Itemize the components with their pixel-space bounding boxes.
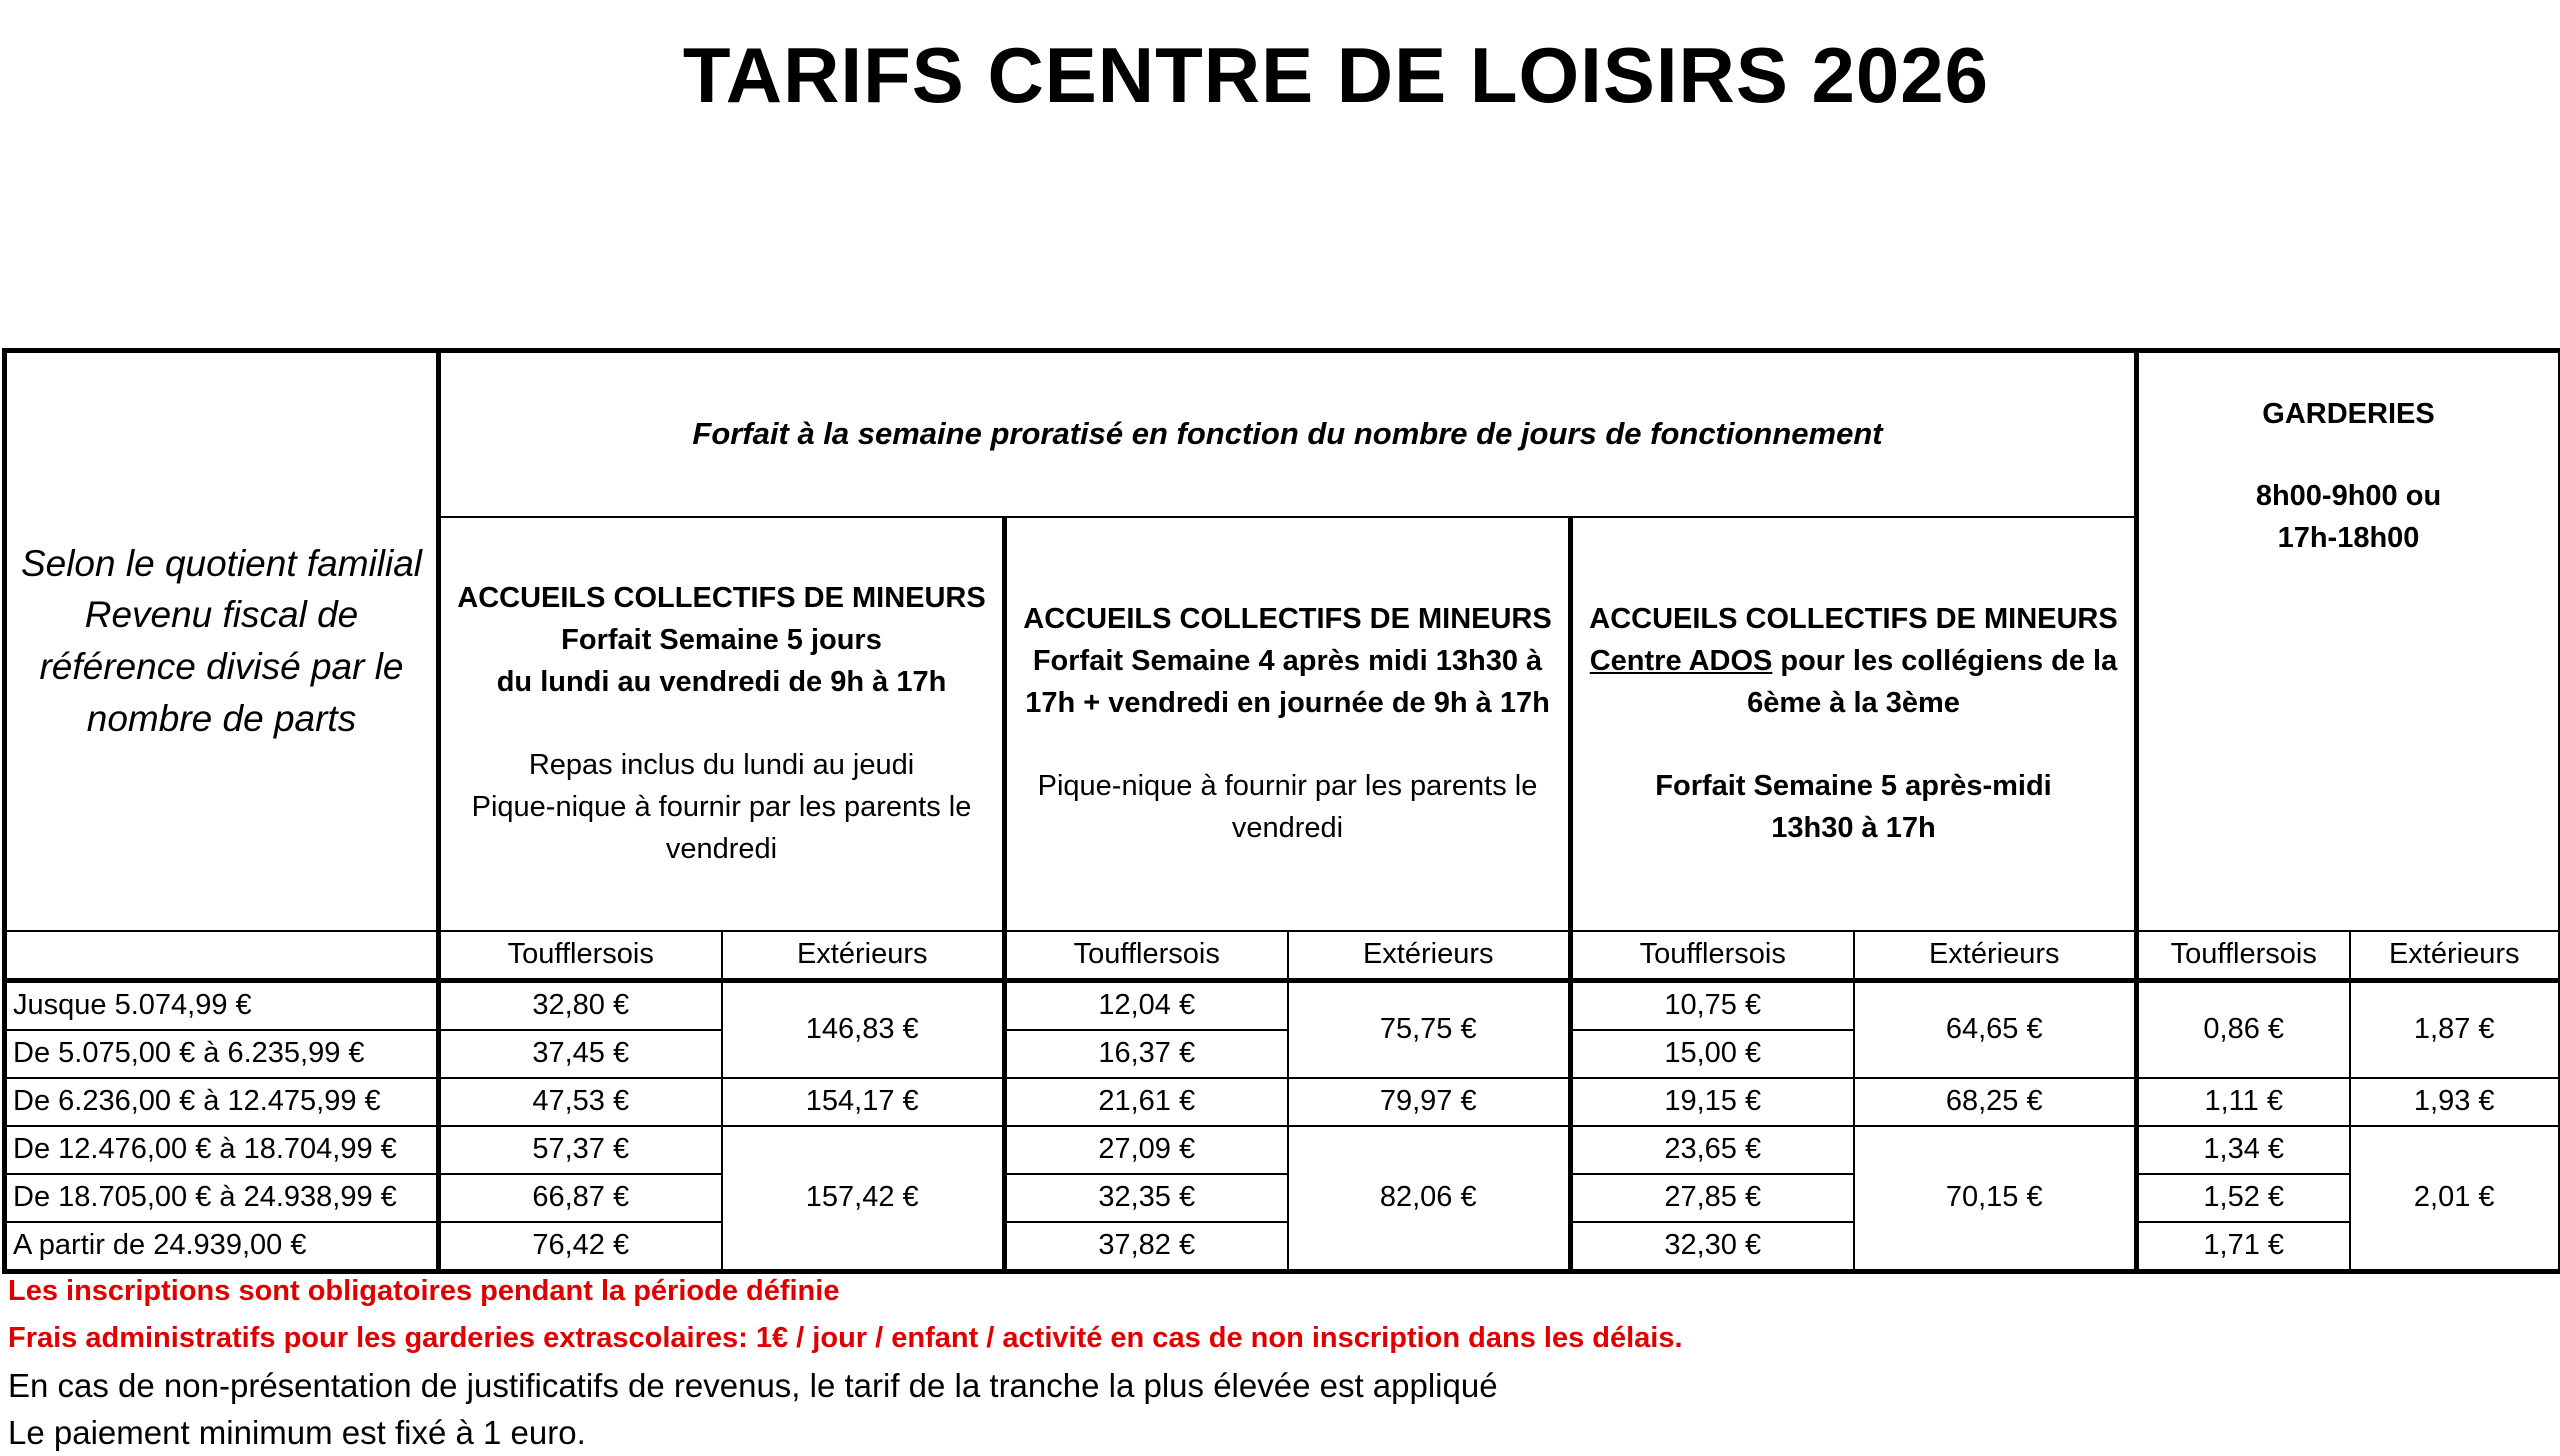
row-value-merged: 70,15 € [1854, 1126, 2137, 1272]
acm-4-piquenique: Pique-nique à fournir par les parents le vendredi [1037, 769, 1538, 844]
tariff-table [2, 348, 2560, 1274]
row-value: 47,53 € [439, 1078, 722, 1126]
centre-ados-header [1571, 517, 2137, 931]
row-value: 27,09 € [1005, 1126, 1288, 1174]
sub-ext-1: Extérieurs [722, 931, 1005, 981]
row-value: 1,71 € [2137, 1222, 2350, 1272]
row-value-merged: 2,01 € [2350, 1126, 2560, 1272]
row-value: 15,00 € [1571, 1030, 1854, 1078]
qf-line-3: référence divisé par le [39, 646, 404, 688]
acm-4-forfait: Forfait Semaine 4 après midi 13h30 à 17h + vendredi en journée de 9h à 17h [1025, 645, 1550, 720]
row-value: 32,80 € [439, 980, 722, 1030]
row-value: 79,97 € [1288, 1078, 1571, 1126]
garderies-hours-2: 17h-18h00 [2277, 522, 2420, 555]
sub-local-2: Toufflersois [1005, 931, 1288, 981]
row-value: 23,65 € [1571, 1126, 1854, 1174]
note-paiement: Le paiement minimum est fixé à 1 euro. [8, 1414, 586, 1451]
row-value-merged: 0,86 € [2137, 980, 2350, 1078]
table-row [5, 1126, 2560, 1174]
row-value: 1,11 € [2137, 1078, 2350, 1126]
acm-5-piquenique: Pique-nique à fournir par les parents le vendredi [471, 790, 972, 865]
sub-local-4: Toufflersois [2137, 931, 2350, 981]
sub-ext-4: Extérieurs [2350, 931, 2560, 981]
forfait-header: Forfait à la semaine proratisé en fonction du nombre de jours de fonctionnement [439, 351, 2137, 517]
row-value-merged: 146,83 € [722, 980, 1005, 1078]
row-value: 154,17 € [722, 1078, 1005, 1126]
row-label: A partir de 24.939,00 € [5, 1222, 439, 1272]
ados-hours: 13h30 à 17h [1771, 811, 1936, 844]
ados-desc [1581, 640, 2126, 724]
acm-4-apres-midi-header [1005, 517, 1571, 931]
ados-forfait: Forfait Semaine 5 après-midi [1655, 769, 2052, 802]
acm-5-hours: du lundi au vendredi de 9h à 17h [496, 666, 947, 699]
row-label: De 5.075,00 € à 6.235,99 € [5, 1030, 439, 1078]
table-row [5, 980, 2560, 1030]
sub-local-1: Toufflersois [439, 931, 722, 981]
note-justificatifs: En cas de non-présentation de justificatifs de revenus, le tarif de la tranche la plus élevée est appliqué [8, 1367, 1498, 1404]
page-title: TARIFS CENTRE DE LOISIRS 2026 [682, 31, 1990, 119]
empty-subheader [5, 931, 439, 981]
row-label: De 12.476,00 € à 18.704,99 € [5, 1126, 439, 1174]
table-row [5, 1078, 2560, 1126]
ados-desc-rest: pour les collégiens de la 6ème à la 3ème [1747, 645, 2118, 720]
row-value: 1,34 € [2137, 1126, 2350, 1174]
row-value: 19,15 € [1571, 1078, 1854, 1126]
acm-4-title: ACCUEILS COLLECTIFS DE MINEURS [1023, 603, 1552, 636]
row-label: De 18.705,00 € à 24.938,99 € [5, 1174, 439, 1222]
qf-line-1: Selon le quotient familial [20, 542, 423, 584]
acm-5-forfait: Forfait Semaine 5 jours [561, 624, 882, 657]
row-label: De 6.236,00 € à 12.475,99 € [5, 1078, 439, 1126]
row-value: 10,75 € [1571, 980, 1854, 1030]
note-frais: Frais administratifs pour les garderies extrascolaires: 1€ / jour / enfant / activité en cas de non inscription dans les délais. [8, 1322, 1683, 1354]
sub-ext-2: Extérieurs [1288, 931, 1571, 981]
row-value-merged: 1,87 € [2350, 980, 2560, 1078]
row-value-merged: 82,06 € [1288, 1126, 1571, 1272]
ados-title: ACCUEILS COLLECTIFS DE MINEURS [1589, 603, 2118, 636]
row-value-merged: 64,65 € [1854, 980, 2137, 1078]
qf-line-4: nombre de parts [86, 698, 357, 740]
sub-local-3: Toufflersois [1571, 931, 1854, 981]
row-value-merged: 157,42 € [722, 1126, 1005, 1272]
row-value: 37,45 € [439, 1030, 722, 1078]
garderies-hours-1: 8h00-9h00 ou [2255, 480, 2442, 513]
ados-name: Centre ADOS [1589, 645, 1773, 678]
row-value: 32,35 € [1005, 1174, 1288, 1222]
row-value: 27,85 € [1571, 1174, 1854, 1222]
garderies-title: GARDERIES [2262, 398, 2435, 430]
note-inscriptions: Les inscriptions sont obligatoires pendant la période définie [8, 1275, 840, 1307]
qf-line-2: Revenu fiscal de [84, 594, 359, 636]
row-value: 57,37 € [439, 1126, 722, 1174]
row-value: 32,30 € [1571, 1222, 1854, 1272]
row-value: 21,61 € [1005, 1078, 1288, 1126]
table-row [5, 1222, 2560, 1272]
acm-5-title: ACCUEILS COLLECTIFS DE MINEURS [457, 582, 986, 615]
row-value: 12,04 € [1005, 980, 1288, 1030]
sub-ext-3: Extérieurs [1854, 931, 2137, 981]
row-value: 1,93 € [2350, 1078, 2560, 1126]
notes [8, 1268, 1683, 1456]
row-label: Jusque 5.074,99 € [5, 980, 439, 1030]
row-value: 37,82 € [1005, 1222, 1288, 1272]
acm-5-jours-header [439, 517, 1005, 931]
row-value-merged: 75,75 € [1288, 980, 1571, 1078]
acm-5-repas: Repas inclus du lundi au jeudi [528, 748, 915, 781]
table-row [5, 1174, 2560, 1222]
row-value: 76,42 € [439, 1222, 722, 1272]
row-value: 66,87 € [439, 1174, 722, 1222]
row-value: 1,52 € [2137, 1174, 2350, 1222]
quotient-familial-header [5, 351, 439, 931]
garderies-header [2137, 351, 2560, 931]
row-value: 68,25 € [1854, 1078, 2137, 1126]
row-value: 16,37 € [1005, 1030, 1288, 1078]
